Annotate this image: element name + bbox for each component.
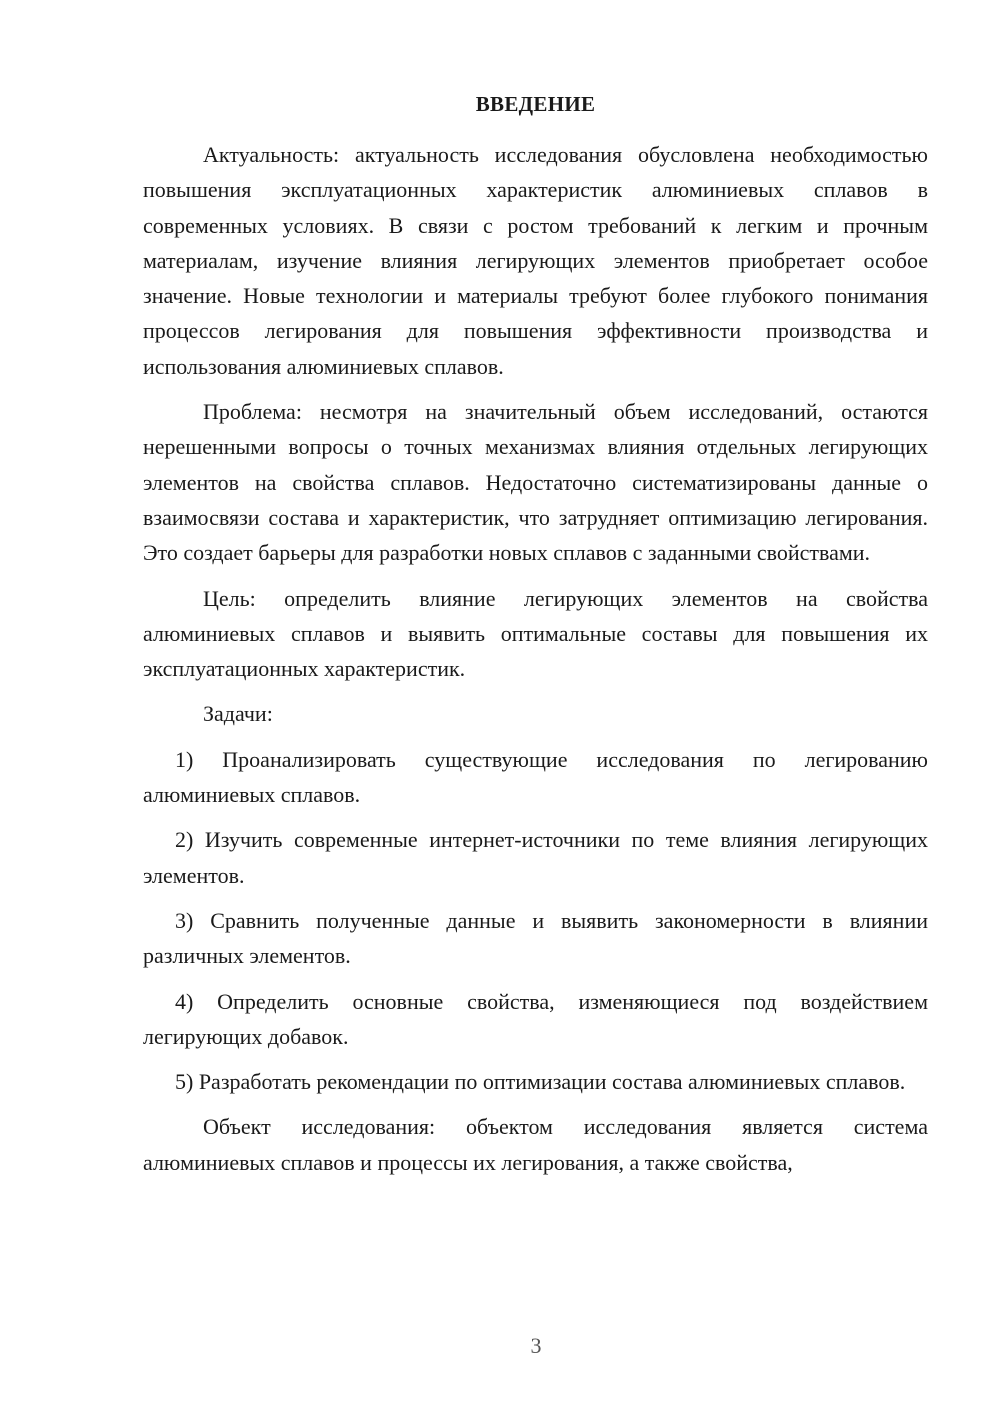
task-item: 3) Сравнить полученные данные и выявить закономерности в влиянии различных элементов.: [143, 907, 928, 969]
problem-paragraph: Проблема: несмотря на значительный объем исследований, остаются нерешенными вопросы о точных механизмах влияния отдельных легирующих элементов на свойства сплавов. Недостаточно систематизированы данные о взаимосвязи состава и характеристик, что затрудняет оптимизацию легирования. Это создает барьеры для разработки новых сплавов с заданными свойствами.: [143, 399, 928, 566]
page-number: 3: [530, 1333, 542, 1358]
object-paragraph: Объект исследования: объектом исследования является система алюминиевых сплавов и процессы их легирования, а также свойства,: [143, 1114, 928, 1175]
relevance-paragraph: Актуальность: актуальность исследования обусловлена необходимостью повышения эксплуатационных характеристик алюминиевых сплавов в современных условиях. В связи с ростом требований к легким и прочным материалам, изучение влияния легирующих элементов приобретает особое значение. Новые технологии и материалы требуют более глубокого понимания процессов легирования для повышения эффективности производства и использования алюминиевых сплавов.: [143, 142, 928, 379]
goal-paragraph: Цель: определить влияние легирующих элементов на свойства алюминиевых сплавов и выявить оптимальные составы для повышения их эксплуатационных характеристик.: [143, 585, 928, 682]
task-item: 4) Определить основные свойства, изменяющиеся под воздействием легирующих добавок.: [143, 988, 928, 1049]
document-page: [143, 92, 928, 1190]
task-item: 5) Разработать рекомендации по оптимизации состава алюминиевых сплавов.: [175, 1069, 906, 1095]
section-title: ВВЕДЕНИЕ: [475, 92, 596, 116]
tasks-label: Задачи:: [203, 701, 273, 727]
task-item: 1) Проанализировать существующие исследования по легированию алюминиевых сплавов.: [143, 746, 928, 808]
task-item: 2) Изучить современные интернет-источники по теме влияния легирующих элементов.: [143, 827, 928, 888]
